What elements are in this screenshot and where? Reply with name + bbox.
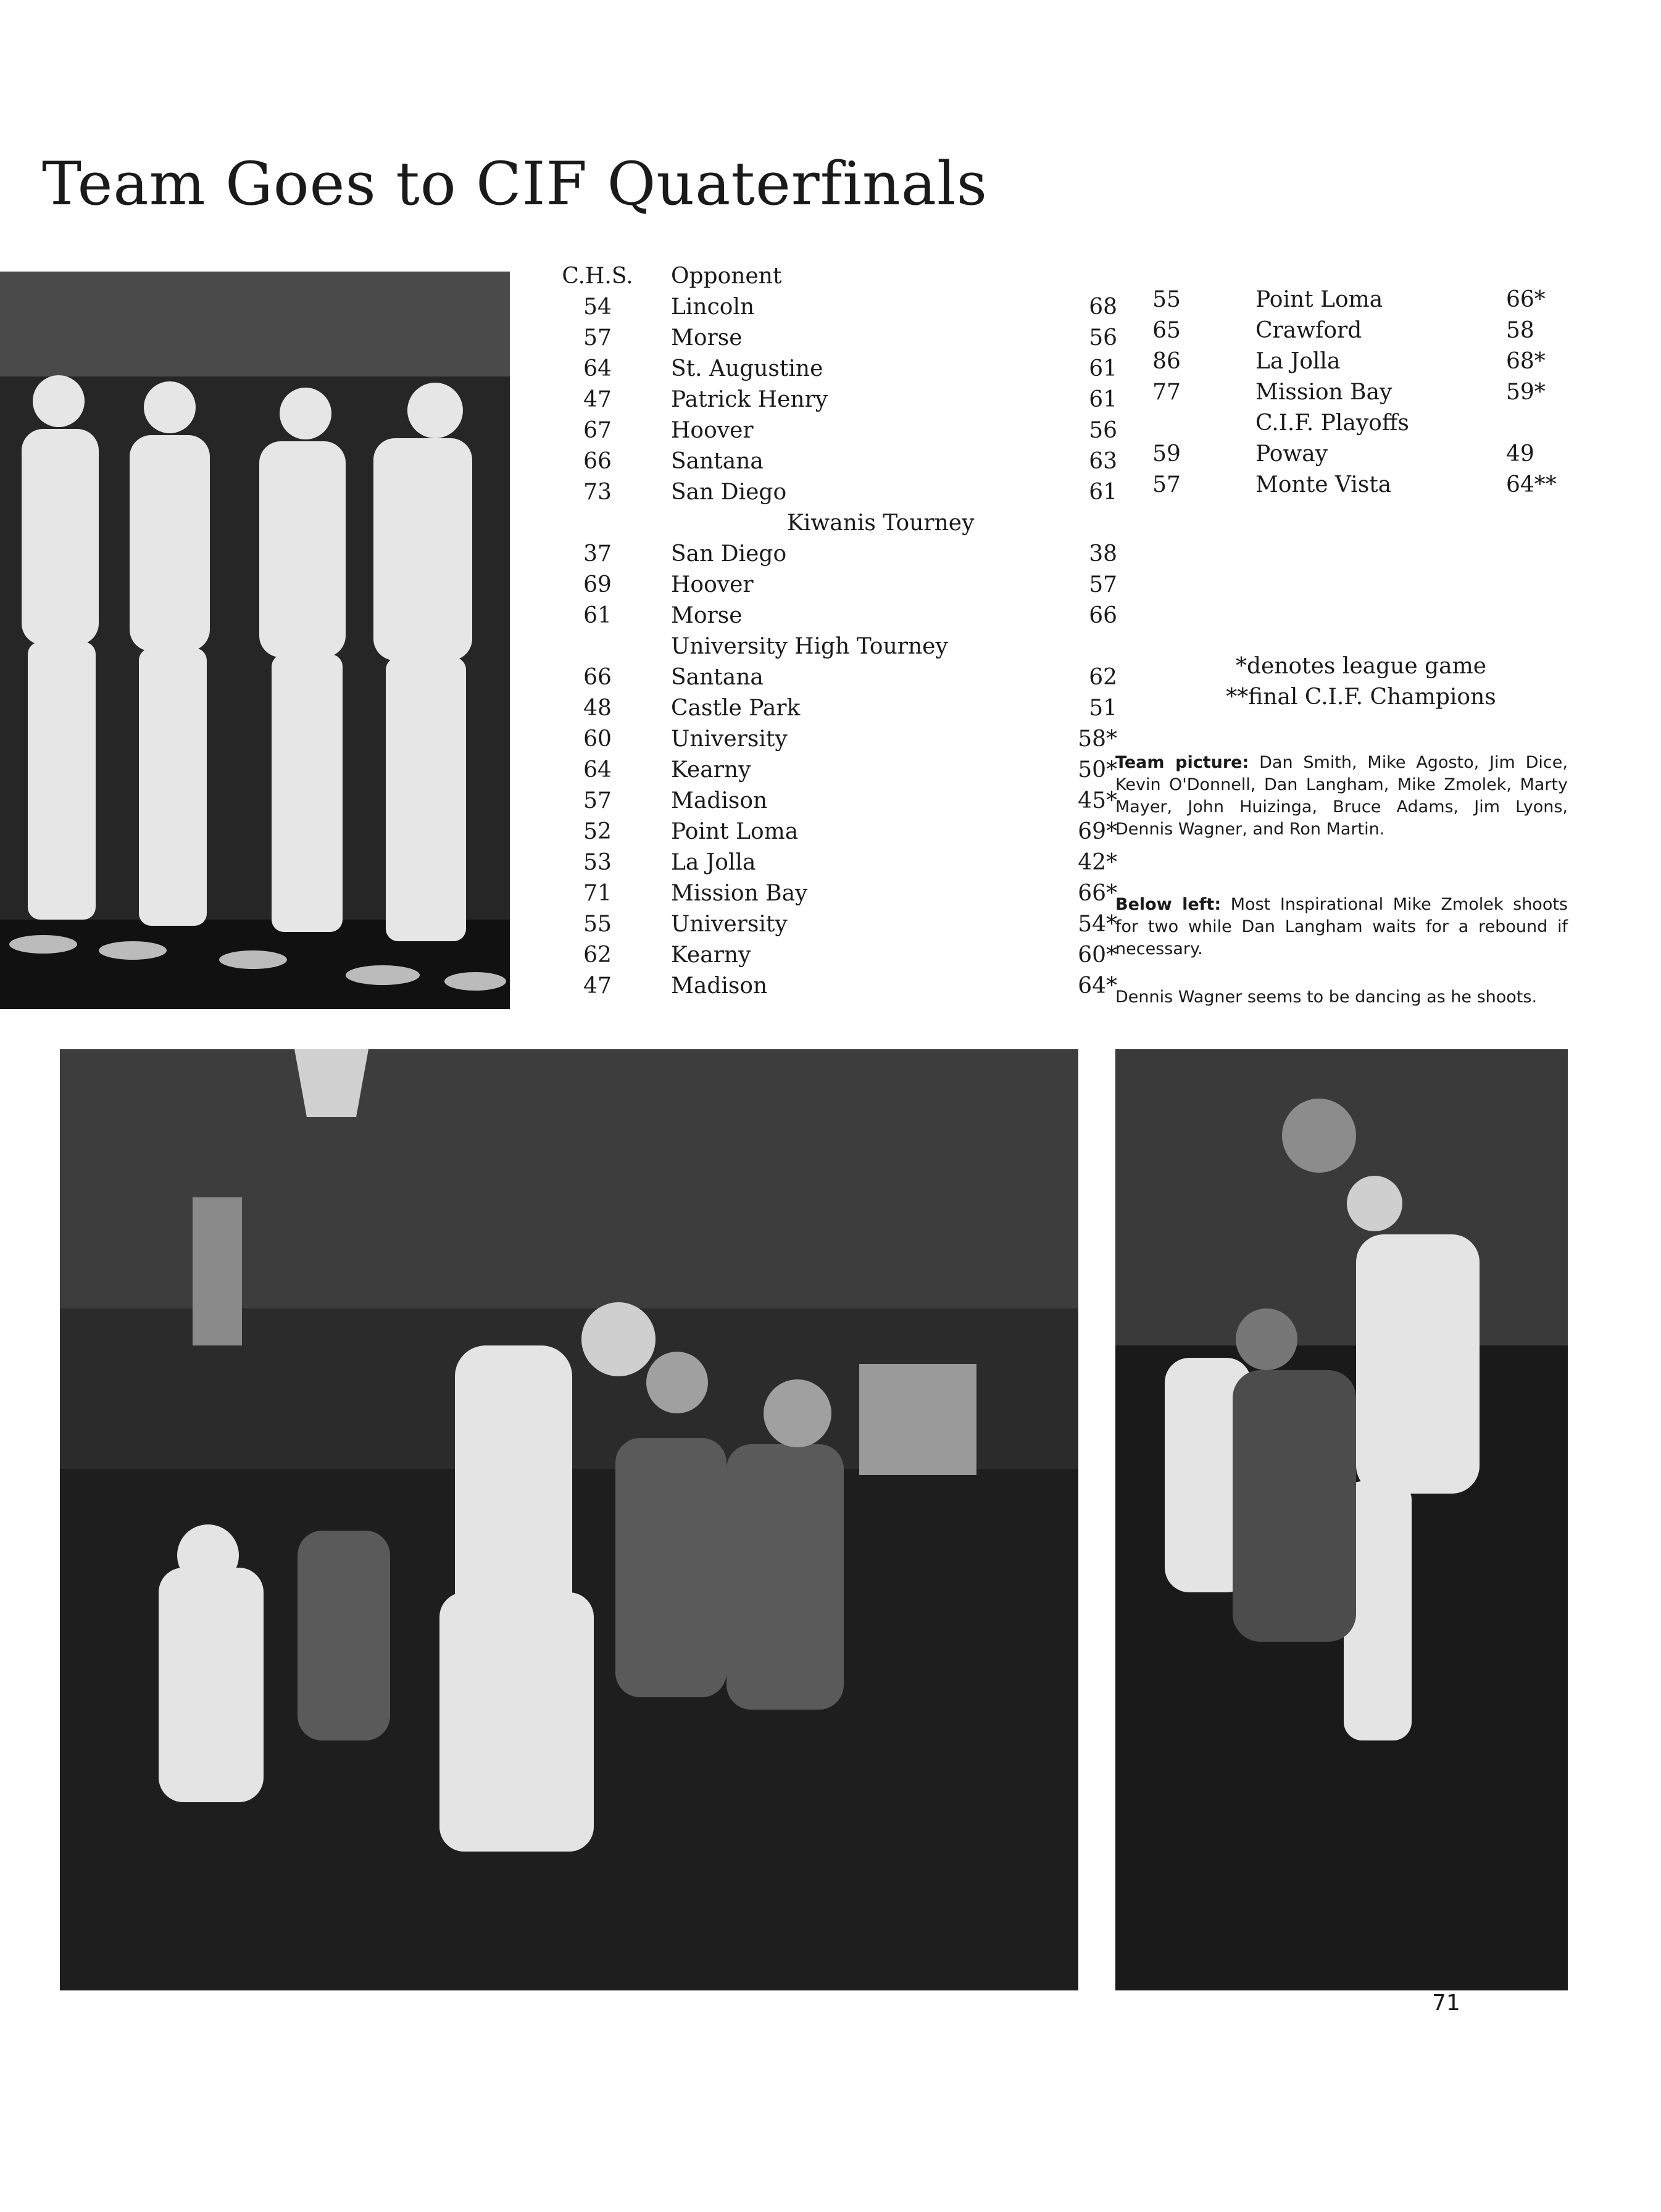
schedule-opponent: Lincoln [671, 294, 755, 320]
schedule-opponent: San Diego [671, 541, 787, 567]
schedule-chs-score: 53 [583, 850, 612, 875]
schedule-opponent: Santana [671, 665, 764, 690]
schedule-chs-score: 55 [1152, 287, 1181, 312]
team-caption-label: Team picture: [1115, 753, 1249, 772]
schedule-chs-score: 66 [583, 449, 612, 474]
schedule-opponent-score: 59* [1506, 380, 1546, 405]
schedule-chs-score: 71 [583, 881, 612, 906]
schedule-chs-score: 55 [583, 912, 612, 937]
schedule-opponent-score: 58* [1078, 726, 1117, 752]
schedule-chs-score: 57 [1152, 472, 1181, 497]
schedule-opponent: Point Loma [671, 819, 799, 844]
schedule-chs-score: 54 [583, 294, 612, 320]
schedule-opponent-score: 38 [1089, 541, 1117, 567]
schedule-opponent: Kearny [671, 757, 751, 783]
schedule-opponent: Monte Vista [1255, 472, 1392, 497]
schedule-opponent: San Diego [671, 480, 787, 505]
schedule2-opponent-column [1255, 285, 1478, 501]
schedule-chs-score: 86 [1152, 349, 1181, 374]
schedule-opponent: St. Augustine [671, 356, 823, 381]
schedule-opponent: Hoover [671, 572, 754, 597]
schedule-chs-score: 66 [583, 665, 612, 690]
schedule-opponent: Mission Bay [1255, 380, 1392, 405]
schedule-chs-score: 47 [583, 973, 612, 999]
schedule-opponent-score: 61 [1089, 387, 1117, 412]
schedule-chs-score: 73 [583, 480, 612, 505]
schedule-opponent-score: 57 [1089, 572, 1117, 597]
below-left-label: Below left: [1115, 895, 1222, 914]
schedule-chs-score: 64 [583, 757, 612, 783]
schedule-chs-score: 62 [583, 942, 612, 968]
schedule-chs-score: 57 [583, 325, 612, 351]
schedule-chs-score: 52 [583, 819, 612, 844]
schedule-opponent-score: 66* [1506, 287, 1546, 312]
page-title: Team Goes to CIF Quaterfinals [42, 149, 988, 218]
schedule-opponent: Morse [671, 325, 743, 351]
team-caption [1115, 752, 1568, 841]
schedule-opponent: Poway [1255, 441, 1328, 467]
team-photo [0, 272, 510, 1009]
schedule-opponent-score: 50* [1078, 757, 1117, 783]
action-photo-left [60, 1049, 1078, 1990]
schedule-header-chs: C.H.S. [562, 264, 633, 289]
schedule-chs-score: 47 [583, 387, 612, 412]
schedule-opponent-score-column [1049, 261, 1117, 1002]
action-photo-right [1115, 1049, 1568, 1990]
schedule-opponent: University [671, 912, 788, 937]
schedule-opponent-column [671, 261, 1066, 1002]
schedule-opponent: Santana [671, 449, 764, 474]
schedule-chs-score: 61 [583, 603, 612, 628]
team-caption-text: Dan Smith, Mike Agosto, Jim Dice, Kevin O'Donnell, Dan Langham, Mike Zmolek, Marty Mayer, John Huizinga, Bruce Adams, Jim Lyons, Dennis Wagner, and Ron Martin. [1115, 753, 1568, 839]
schedule-opponent-score: 56 [1089, 325, 1117, 351]
schedule-opponent-score: 56 [1089, 418, 1117, 443]
schedule-chs-score: 60 [583, 726, 612, 752]
schedule-opponent-score: 66* [1078, 881, 1117, 906]
schedule-chs-score: 48 [583, 696, 612, 721]
schedule-opponent-score: 64* [1078, 973, 1117, 999]
schedule-playoffs-heading: C.I.F. Playoffs [1255, 410, 1409, 436]
schedule-opponent-score: 62 [1089, 665, 1117, 690]
schedule-opponent-score: 61 [1089, 480, 1117, 505]
schedule-opponent-score: 51 [1089, 696, 1117, 721]
schedule-chs-score: 57 [583, 788, 612, 813]
schedule-header-opponent: Opponent [671, 264, 782, 289]
schedule-opponent: Hoover [671, 418, 754, 443]
schedule-chs-score: 77 [1152, 380, 1181, 405]
below-left-caption [1115, 894, 1568, 960]
schedule-chs-score: 59 [1152, 441, 1181, 467]
schedule-university-heading: University High Tourney [671, 634, 948, 659]
schedule-opponent-score: 66 [1089, 603, 1117, 628]
schedule-opponent-score: 49 [1506, 441, 1534, 467]
schedule-opponent: Madison [671, 788, 768, 813]
schedule-kiwanis-heading: Kiwanis Tourney [787, 510, 975, 536]
schedule-opponent-score: 58 [1506, 318, 1534, 343]
note-league: *denotes league game [1235, 654, 1487, 679]
schedule-opponent: Morse [671, 603, 743, 628]
below-left-text: Most Inspirational Mike Zmolek shoots for two while Dan Langham waits for a rebound if necessary. [1115, 895, 1568, 958]
schedule-opponent-score: 42* [1078, 850, 1117, 875]
schedule-opponent: Patrick Henry [671, 387, 828, 412]
schedule-opponent: Kearny [671, 942, 751, 968]
schedule-chs-score: 69 [583, 572, 612, 597]
schedule-opponent-score: 68 [1089, 294, 1117, 320]
schedule-notes [1201, 651, 1522, 713]
schedule-opponent-score: 61 [1089, 356, 1117, 381]
page-number: 71 [1432, 1990, 1460, 2016]
schedule-opponent: Madison [671, 973, 768, 999]
schedule-chs-score: 65 [1152, 318, 1181, 343]
schedule2-chs-column [1136, 285, 1197, 501]
schedule-opponent-score: 64** [1506, 472, 1557, 497]
schedule-opponent-score: 69* [1078, 819, 1117, 844]
note-final: **final C.I.F. Champions [1226, 684, 1496, 710]
schedule-opponent: La Jolla [1255, 349, 1341, 374]
schedule-opponent: University [671, 726, 788, 752]
schedule-opponent: Crawford [1255, 318, 1362, 343]
schedule-opponent: Point Loma [1255, 287, 1383, 312]
schedule-opponent: Mission Bay [671, 881, 808, 906]
schedule-opponent-score: 68* [1506, 349, 1546, 374]
schedule-opponent-score: 45* [1078, 788, 1117, 813]
schedule-chs-score: 64 [583, 356, 612, 381]
schedule-opponent: Castle Park [671, 696, 801, 721]
schedule-opponent-score: 63 [1089, 449, 1117, 474]
schedule-opponent-score: 54* [1078, 912, 1117, 937]
schedule-opponent-score: 60* [1078, 942, 1117, 968]
schedule-chs-score: 67 [583, 418, 612, 443]
schedule2-opponent-score-column [1506, 285, 1574, 501]
schedule-opponent: La Jolla [671, 850, 756, 875]
wagner-caption: Dennis Wagner seems to be dancing as he shoots. [1115, 988, 1538, 1007]
schedule-chs-column [548, 261, 647, 1002]
schedule-chs-score: 37 [583, 541, 612, 567]
